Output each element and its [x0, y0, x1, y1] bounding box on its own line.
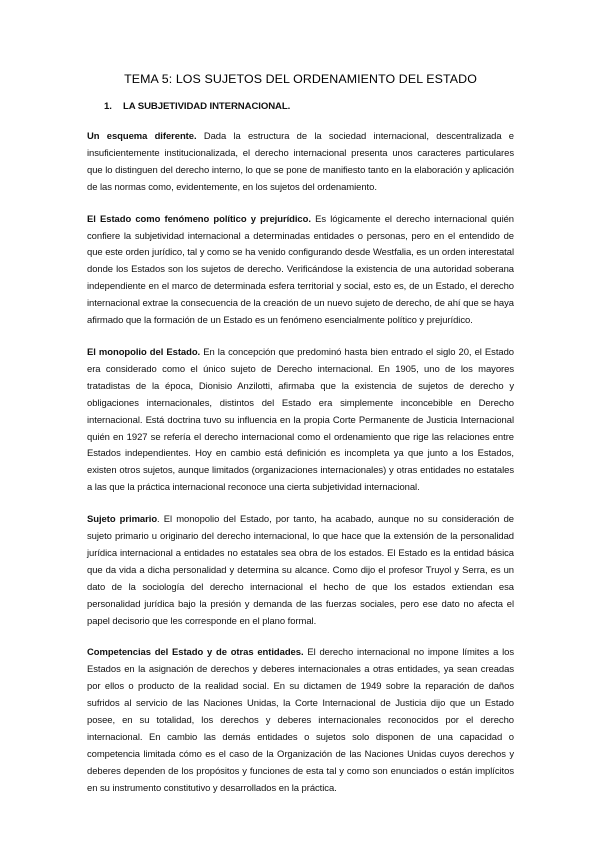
section-number: 1. [104, 101, 112, 112]
paragraph-competencias [87, 645, 514, 797]
paragraph-lead: Competencias del Estado y de otras entidades. [87, 647, 304, 659]
paragraph-text: Dada la estructura de la sociedad internacional, descentralizada e insuficientemente institucionalizada, el derecho internacional presenta unos caracteres particulares que lo distinguen del derecho interno, lo que se pone de manifiesto tanto en la elaboración y aplicación de las normas como, evidentemente, en los sujetos del ordenamiento. [87, 131, 515, 193]
section-heading [104, 101, 514, 113]
paragraph-lead: El monopolio del Estado. [87, 346, 201, 358]
section-title: LA SUBJETIVIDAD INTERNACIONAL. [123, 101, 291, 112]
paragraph-text: . El monopolio del Estado, por tanto, ha acabado, aunque no su consideración de sujeto primario u originario del derecho internacional, lo que hace que la extensión de la personalidad jurídica internacional a entidades no estatales sea obra de los estados. El Estado es la entidad básica que da vida a dicha personalidad y determina su alcance. Como dijo el profesor Truyol y Serra, es un dato de la sociología del derecho internacional el hecho de que los estados extiendan esa personalidad jurídica bajo la presión y demanda de las fuerzas sociales, pero ese dato no afecta el papel decisorio que les corresponde en el plano formal. [87, 514, 514, 627]
paragraph-estado-fenomeno [87, 212, 514, 330]
paragraph-monopolio [87, 345, 514, 497]
paragraph-text: En la concepción que predominó hasta bien entrado el siglo 20, el Estado era considerado como el único sujeto de Derecho internacional. En 1905, uno de los mayores tratadistas de la época, Dionisio Anzilotti, afirmaba que la existencia de sujetos de derecho y obligaciones internacionales, distintos del Estado era simplemente inconcebible en Derecho internacional. Está doctrina tuvo su influencia en la propia Corte Permanente de Justicia Internacional quién en 1927 se refería el derecho internacional como el ordenamiento que rige las relaciones entre Estados independientes. Hoy en cambio está definición es incompleta ya que junto a los Estados, existen otros sujetos, aunque limitados (organizaciones internacionales) y otras entidades no estatales a las que la práctica internacional reconoce una cierta subjetividad internacional. [87, 346, 515, 494]
paragraph-esquema [87, 129, 514, 197]
paragraph-lead: Sujeto primario [87, 514, 158, 526]
paragraph-text: El derecho internacional no impone límites a los Estados en la asignación de derechos y deberes internacionales a otras entidades, ya sean creadas por ellos o producto de la realidad social. En su dictamen de 1949 sobre la reparación de daños sufridos al servicio de las Naciones Unidas, la Corte Internacional de Justicia dijo que un Estado posee, en su totalidad, los derechos y deberes internacionales reconocidos por el derecho internacional. En cambio las demás entidades o sujetos solo disponen de una capacidad o competencia limitada cómo es el caso de la Organización de las Naciones Unidas cuyos derechos y deberes dependen de los propósitos y funciones de esta tal y como son enunciados o están implícitos en su instrumento constitutivo y desarrollados en la práctica. [87, 647, 514, 794]
document-title: TEMA 5: LOS SUJETOS DEL ORDENAMIENTO DEL ESTADO [124, 72, 477, 86]
paragraph-lead: El Estado como fenómeno político y prejurídico. [87, 213, 311, 225]
paragraph-sujeto-primario [87, 512, 514, 630]
paragraph-text: Es lógicamente el derecho internacional quién confiere la subjetividad internacional a determinadas entidades o personas, pero en el entendido de que este orden jurídico, tal y como se ha venido configurando desde Westfalia, es un orden interestatal donde los Estados son los sujetos de derecho. Verificándose la existencia de una autoridad soberana independiente en el marco de determinada esfera territorial y social, esto es, de un Estado, el derecho internacional extrae la consecuencia de la creación de un nuevo sujeto de derecho, de ahí que se haya afirmado que la formación de un Estado es un fenómeno esencialmente político y prejurídico. [87, 213, 515, 327]
paragraph-lead: Un esquema diferente. [87, 131, 197, 142]
